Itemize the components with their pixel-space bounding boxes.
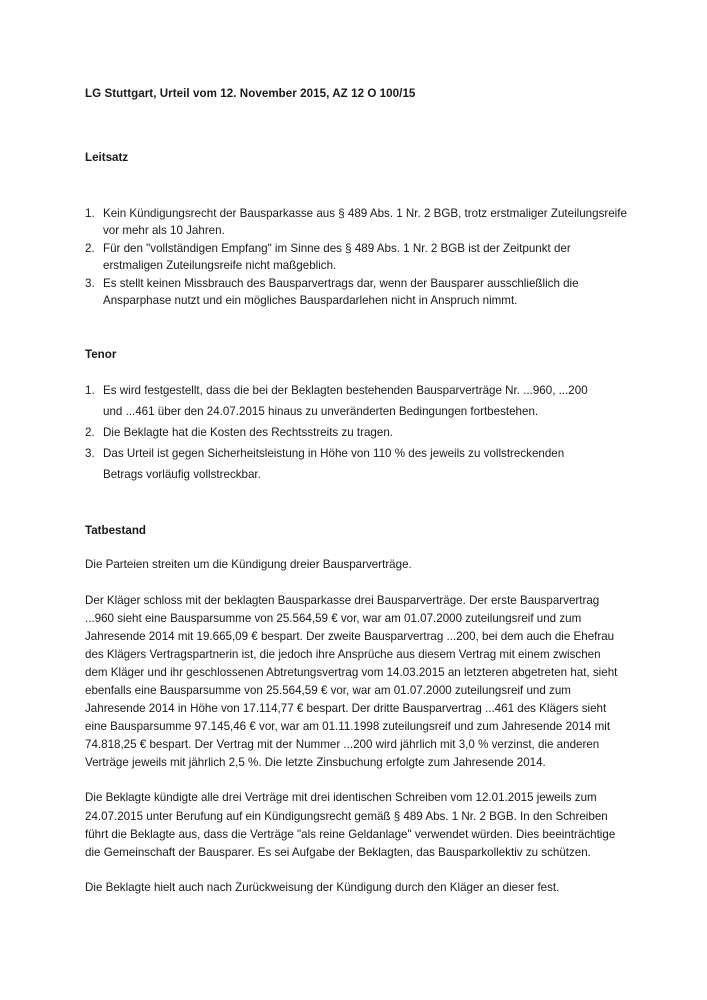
list-item-text: Das Urteil ist gegen Sicherheitsleistung in Höhe von 110 % des jeweils zu vollstreckenden Betrags vorläufig vollstreckbar. [103,447,565,482]
section-heading-leitsatz: Leitsatz [85,151,129,164]
document-title: LG Stuttgart, Urteil vom 12. November 2015, AZ 12 O 100/15 [85,87,416,100]
list-item [85,422,605,443]
spacer [85,102,627,150]
list-item-marker: 2. [85,426,95,440]
list-item-text: Für den "vollständigen Empfang" im Sinne des § 489 Abs. 1 Nr. 2 BGB ist der Zeitpunkt der erstmaligen Zuteilungsreife nicht maßgeblich. [103,241,571,273]
spacer [85,166,627,205]
paragraph: Die Beklagte hielt auch nach Zurückweisung der Kündigung durch den Kläger an dieser fest. [85,880,560,894]
spacer [85,539,627,556]
spacer [85,363,627,380]
tenor-list [85,380,605,485]
section-heading-tenor: Tenor [85,348,117,362]
list-item-text: Kein Kündigungsrecht der Bausparkasse aus § 489 Abs. 1 Nr. 2 BGB, trotz erstmaliger Zuteilungsreife vor mehr als 10 Jahren. [103,207,627,238]
list-item-text: Die Beklagte hat die Kosten des Rechtsstreits zu tragen. [103,426,394,440]
leitsatz-list [85,205,630,309]
list-item [85,443,605,485]
spacer [85,309,627,347]
list-item-marker: 1. [85,207,95,220]
list-item-marker: 3. [85,276,95,290]
list-item-text: Es stellt keinen Missbrauch des Bausparvertrags dar, wenn der Bausparer ausschließlich die Ansparphase nutzt und ein mögliches Bauspardarlehen nicht in Anspruch nimmt. [103,276,579,308]
list-item [85,380,605,422]
paragraph: Die Beklagte kündigte alle drei Verträge mit drei identischen Schreiben vom 12.01.2015 jeweils zum 24.07.2015 unter Berufung auf ein Kündigungsrecht gemäß § 489 Abs. 1 Nr. 2 BGB. In den Schreiben führt die Beklagte aus, dass die Verträge "als reine Geldanlage" verwendet würden. Dies beeinträchtige die Gemeinschaft der Bausparer. Es sei Aufgabe der Beklagten, das Bausparkollektiv zu schützen. [85,791,616,859]
paragraph: Der Kläger schloss mit der beklagten Bausparkasse drei Bausparverträge. Der erste Bausparvertrag ...960 sieht eine Bausparsumme von 25.564,59 € vor, war am 01.07.2000 zuteilungsreif und zum Jahresende 2014 mit 19.665,09 € bespart. Der zweite Bausparvertrag ...200, bei dem auch die Ehefrau des Klägers Vertragspartnerin ist, die jedoch ihre Ansprüche aus diesem Vertrag mit einem zwischen dem Kläger und ihr geschlossenen Abtretungsvertrag vom 14.03.2015 an letzteren abgetreten hat, sieht ebenfalls eine Bausparsumme von 25.564,59 € vor, war am 01.07.2000 zuteilungsreif und zum Jahresende 2014 in Höhe von 17.114,77 € bespart. Der dritte Bausparvertrag ...461 des Klägers sieht eine Bausparsumme 97.145,46 € vor, war am 01.11.1998 zuteilungsreif und zum Jahresende 2014 mit 74.818,25 € bespart. Der Vertrag mit der Nummer ...200 wird jährlich mit 3,0 % verzinst, die anderen Verträge jeweils mit jährlich 2,5 %. Die letzte Zinsbuchung erfolgte zum Jahresende 2014. [85,593,618,770]
list-item [85,275,630,310]
list-item-marker: 2. [85,241,95,255]
list-item [85,205,630,240]
spacer [85,485,627,523]
list-item [85,240,630,275]
paragraph: Die Parteien streiten um die Kündigung dreier Bausparverträge. [85,558,412,572]
list-item-marker: 3. [85,447,95,461]
list-item-marker: 1. [85,384,95,398]
list-item-text: Es wird festgestellt, dass die bei der Beklagten bestehenden Bausparverträge Nr. ...960, ...200 und ...461 über den 24.07.2015 hinaus zu unveränderten Bedingungen fortbestehen. [103,384,588,419]
document-content [85,86,627,897]
section-heading-tatbestand: Tatbestand [85,524,146,538]
